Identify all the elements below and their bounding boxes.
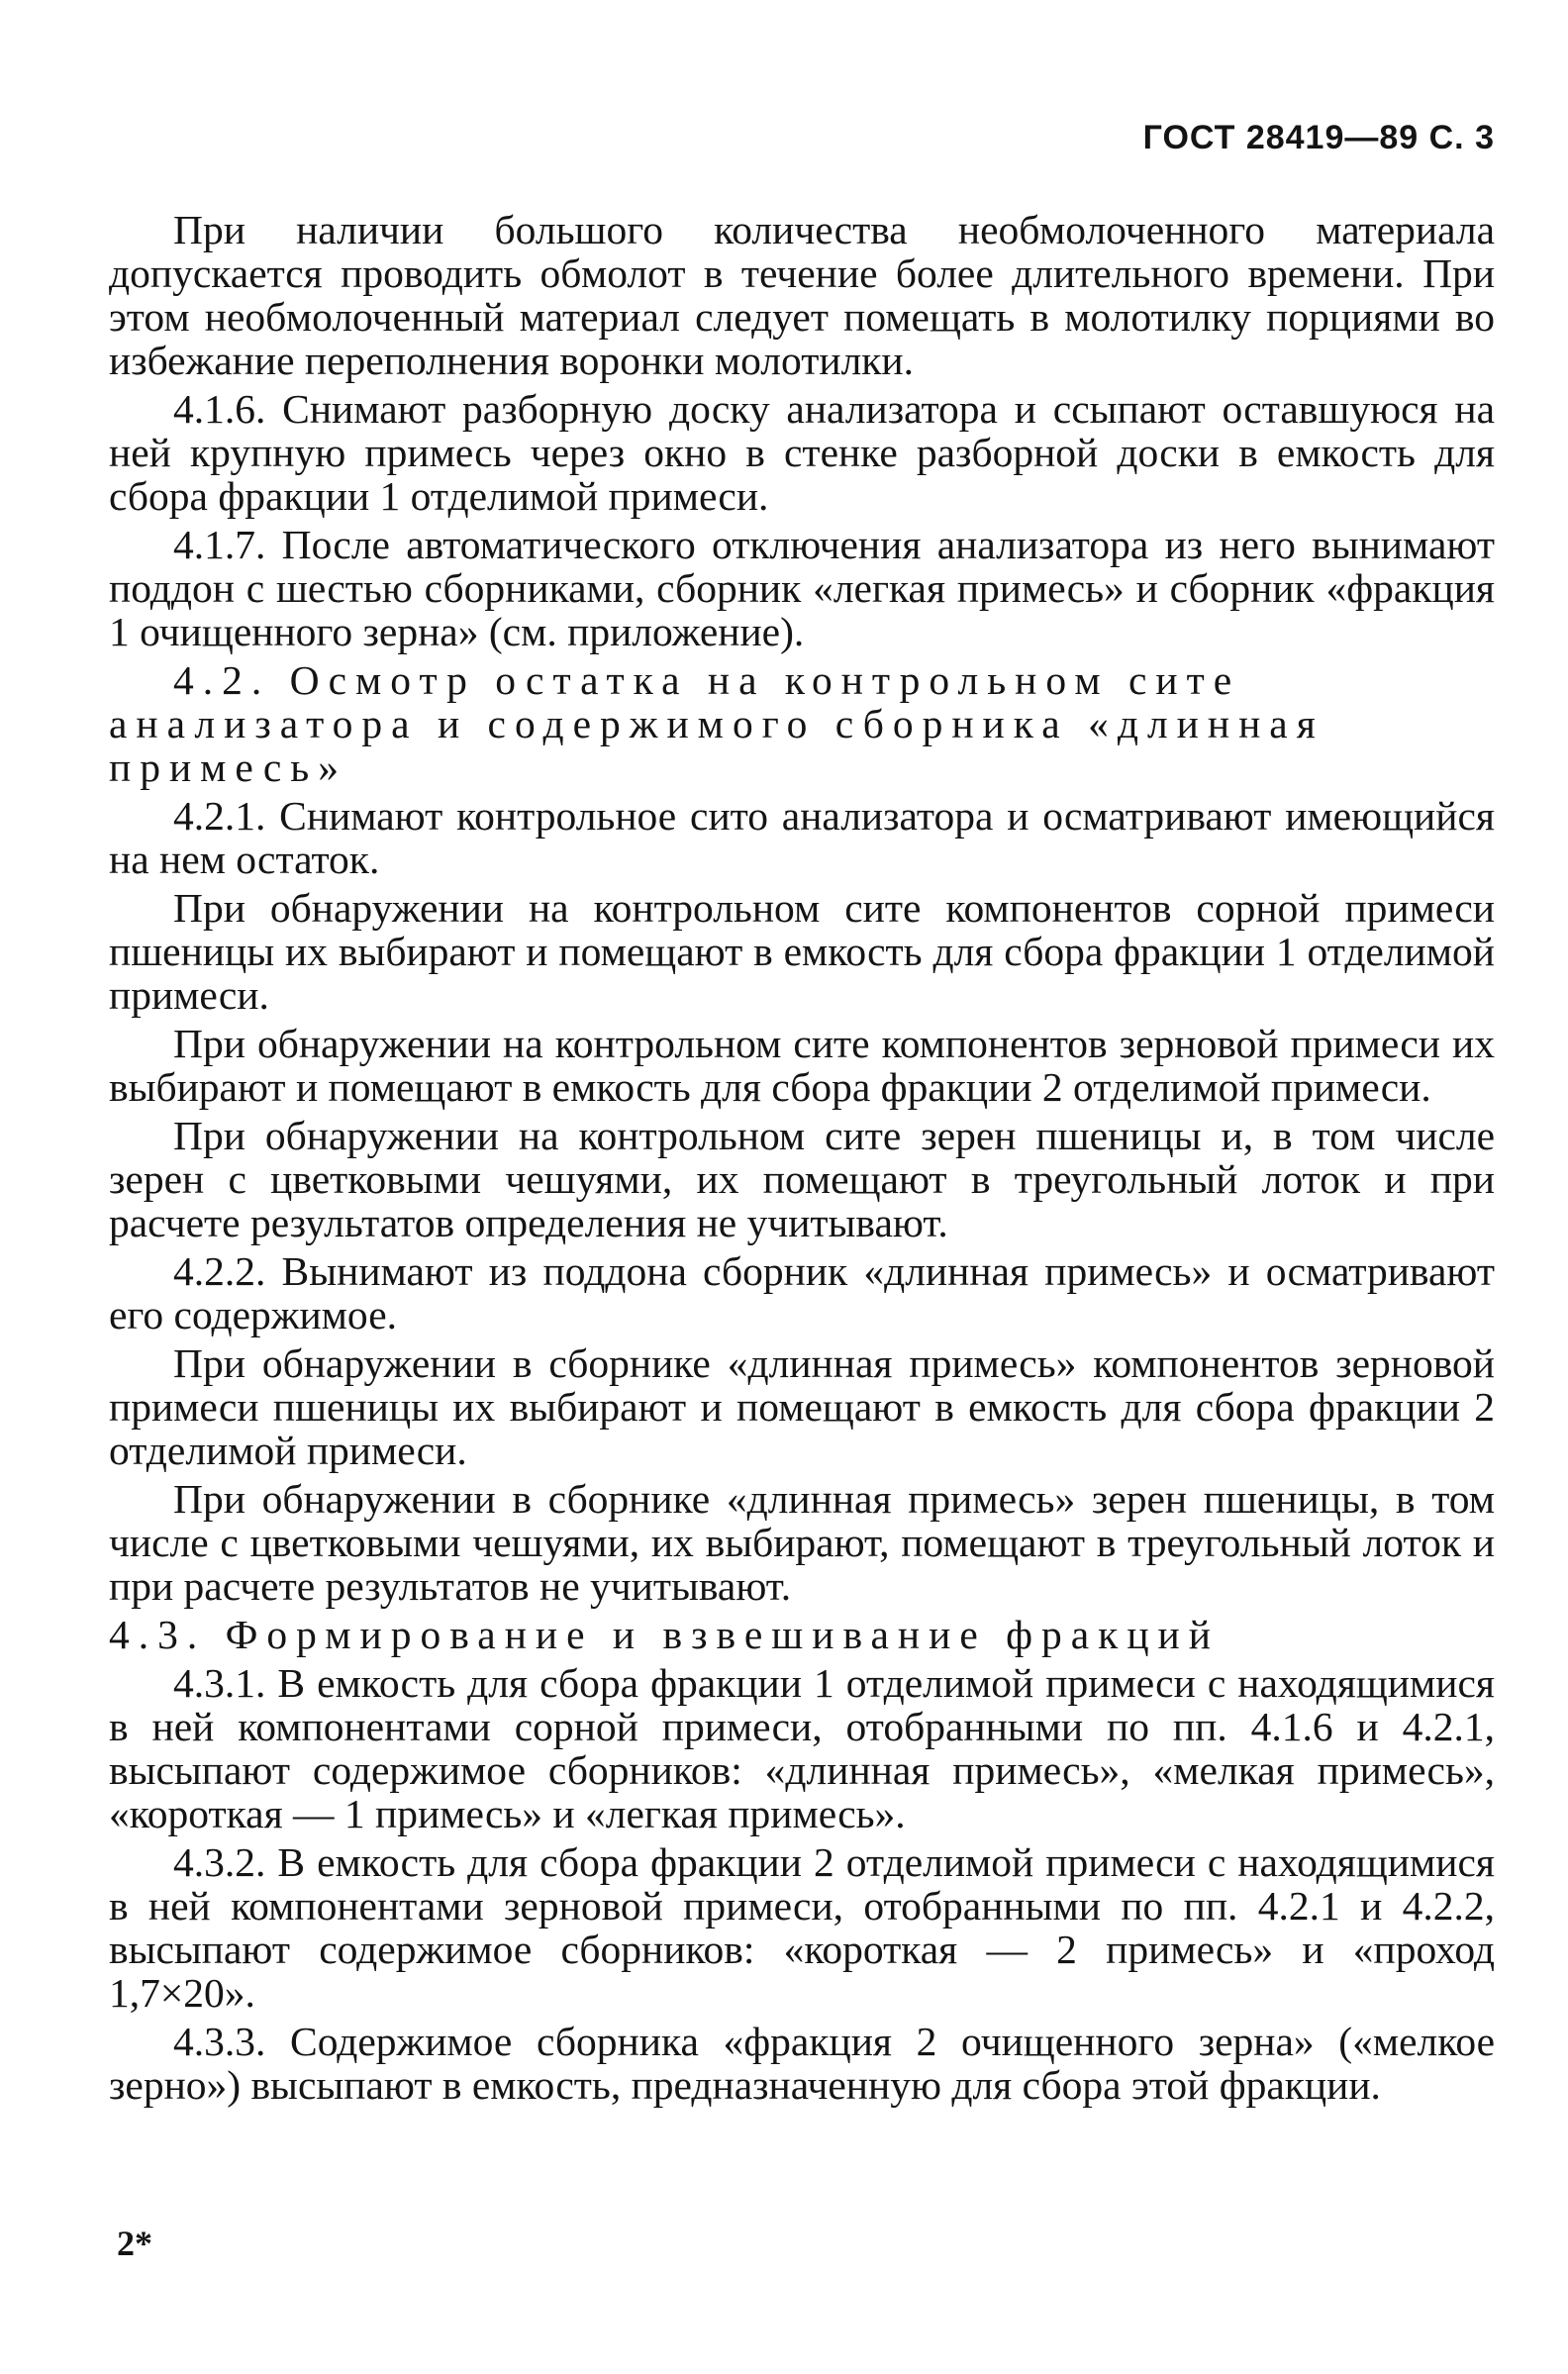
clause-4-1-6: 4.1.6. Снимают разборную доску анализатора и ссыпают оставшуюся на ней крупную примесь через окно в стенке разборной доски в емкость для сбора фракции 1 отделимой примеси. — [109, 386, 1495, 519]
clause-4-3-1: 4.3.1. В емкость для сбора фракции 1 отделимой примеси с находящимися в ней компонентами сорной примеси, отобранными по пп. 4.1.6 и 4.2.1, высыпают содержимое сборников: «длинная примесь», «мелкая примесь», «короткая — 1 примесь» и «легкая примесь». — [109, 1660, 1495, 1836]
clause-4-2-1: 4.2.1. Снимают контрольное сито анализатора и осматривают имеющийся на нем остаток. — [109, 793, 1495, 882]
paragraph: При обнаружении на контрольном сите компонентов зерновой примеси их выбирают и помещают в емкость для сбора фракции 2 отделимой примеси. — [109, 1021, 1495, 1110]
paragraph: При обнаружении в сборнике «длинная примесь» компонентов зерновой примеси пшеницы их выбирают и помещают в емкость для сбора фракции 2 отделимой примеси. — [109, 1340, 1495, 1473]
paragraph: При обнаружении в сборнике «длинная примесь» зерен пшеницы, в том числе с цветковыми чешуями, их выбирают, помещают в треугольный лоток и при расчете результатов не учитывают. — [109, 1476, 1495, 1609]
clause-4-1-7: 4.1.7. После автоматического отключения анализатора из него вынимают поддон с шестью сборниками, сборник «легкая примесь» и сборник «фракция 1 очищенного зерна» (см. приложение). — [109, 522, 1495, 654]
paragraph: При наличии большого количества необмолоченного материала допускается проводить обмолот в течение более длительного времени. При этом необмолоченный материал следует помещать в молотилку порциями во избежание переполнения воронки молотилки. — [109, 207, 1495, 383]
section-heading-4-2: 4.2. Осмотр остатка на контрольном сите анализатора и содержимого сборника «длинная примесь» — [109, 657, 1324, 790]
clause-4-3-2: 4.3.2. В емкость для сбора фракции 2 отделимой примеси с находящимися в ней компонентами зерновой примеси, отобранными по пп. 4.2.1 и 4.2.2, высыпают содержимое сборников: «короткая — 2 примесь» и «проход 1,7×20». — [109, 1839, 1495, 2016]
signature-mark: 2* — [117, 2224, 152, 2263]
section-heading-4-3: 4.3. Формирование и взвешивание фракций — [109, 1612, 1220, 1657]
paragraph: При обнаружении на контрольном сите компонентов сорной примеси пшеницы их выбирают и помещают в емкость для сбора фракции 1 отделимой примеси. — [109, 885, 1495, 1018]
clause-4-2-2: 4.2.2. Вынимают из поддона сборник «длинная примесь» и осматривают его содержимое. — [109, 1248, 1495, 1337]
document-body — [109, 208, 1495, 2112]
page-header: ГОСТ 28419—89 С. 3 — [1142, 119, 1495, 156]
paragraph: При обнаружении на контрольном сите зерен пшеницы и, в том числе зерен с цветковыми чешуями, их помещают в треугольный лоток и при расчете результатов определения не учитывают. — [109, 1113, 1495, 1245]
clause-4-3-3: 4.3.3. Содержимое сборника «фракция 2 очищенного зерна» («мелкое зерно») высыпают в емкость, предназначенную для сбора этой фракции. — [109, 2019, 1495, 2108]
